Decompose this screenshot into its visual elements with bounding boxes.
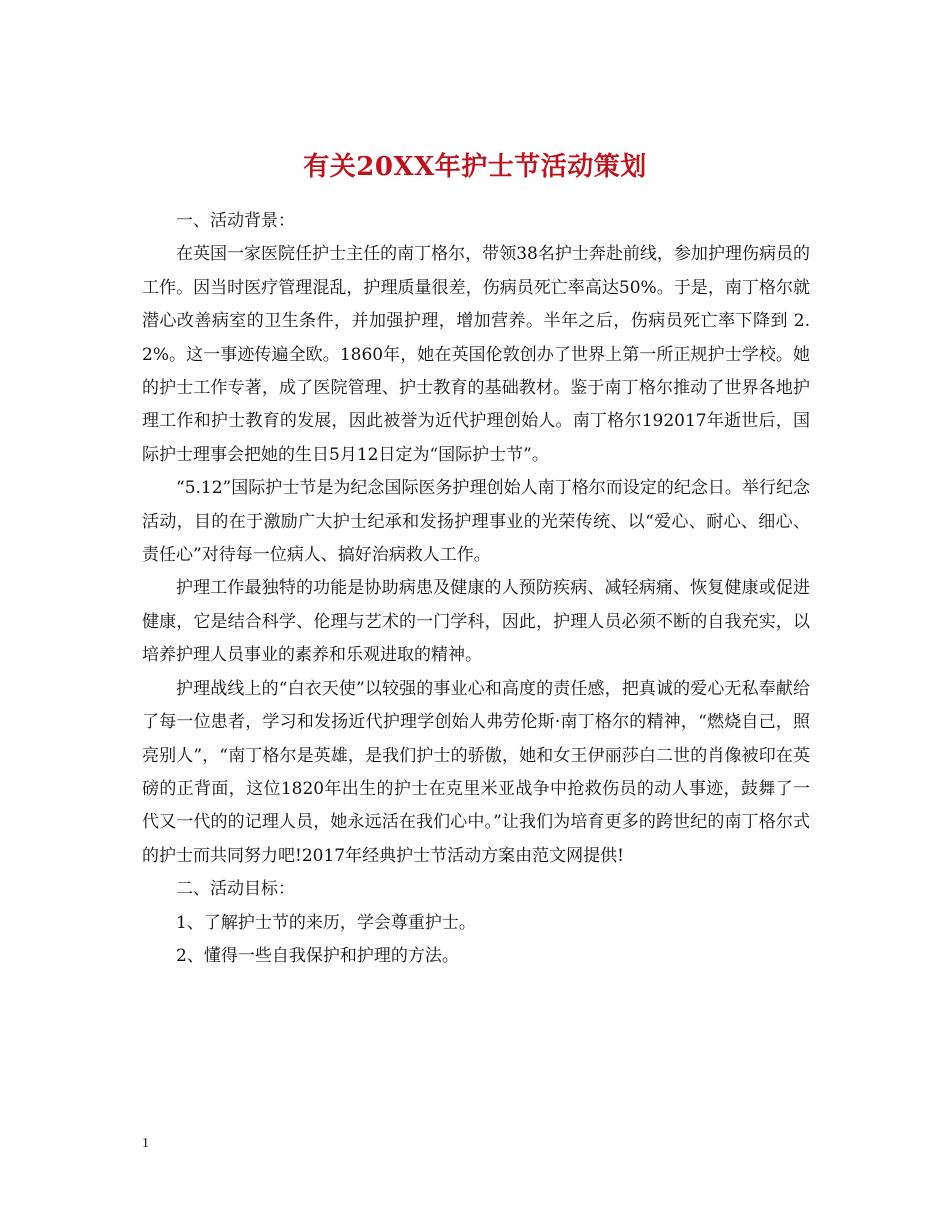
- page-number: 1: [142, 1136, 149, 1151]
- section-heading-goals: 二、活动目标：: [176, 879, 295, 900]
- goal-item-1: 1、了解护士节的来历，学会尊重护士。: [176, 912, 476, 933]
- paragraph-white-angels: 护理战线上的“白衣天使”以较强的事业心和高度的责任感，把真诚的爱心无私奉献给了每一位患者，学习和发扬近代护理学创始人弗劳伦斯·南丁格尔的精神，“燃烧自己，照亮别人”，“南丁格尔是英雄，是我们护士的骄傲，她和女王伊丽莎白二世的肖像被印在英磅的正背面，这位1820年出生的护士在克里米亚战争中抢救伤员的动人事迹，鼓舞了一代又一代的的记理人员，她永远活在我们心中。”让我们为培育更多的跨世纪的南丁格尔式的护士而共同努力吧!2017年经典护士节活动方案由范文网提供!: [142, 678, 810, 866]
- goal-item-2: 2、懂得一些自我保护和护理的方法。: [176, 945, 459, 966]
- section-heading-background: 一、活动背景：: [176, 211, 295, 231]
- document-title: 有关20XX年护士节活动策划: [303, 152, 647, 183]
- paragraph-nurses-day-purpose: “5.12”国际护士节是为纪念国际医务护理创始人南丁格尔而设定的纪念日。举行纪念活动，目的在于激励广大护士纪承和发扬护理事业的光荣传统、以“爱心、耐心、细心、责任心”对待每一位病人、搞好治病救人工作。: [142, 478, 810, 566]
- paragraph-nightingale-history: 在英国一家医院任护士主任的南丁格尔，带领38名护士奔赴前线，参加护理伤病员的工作。因当时医疗管理混乱，护理质量很差，伤病员死亡率高达50%。于是，南丁格尔就潜心改善病室的卫生条件，并加强护理，增加营养。半年之后，伤病员死亡率下降到 2.2%。这一事迹传遍全欧。1860年，她在英国伦敦创办了世界上第一所正规护士学校。她的护士工作专著，成了医院管理、护士教育的基础教材。鉴于南丁格尔推动了世界各地护理工作和护士教育的发展，因此被誉为近代护理创始人。南丁格尔192017年逝世后，国际护士理事会把她的生日5月12日定为“国际护士节”。: [142, 244, 810, 465]
- paragraph-nursing-function: 护理工作最独特的功能是协助病患及健康的人预防疾病、减轻病痛、恢复健康或促进健康，它是结合科学、伦理与艺术的一门学科，因此，护理人员必须不断的自我充实，以培养护理人员事业的素养和乐观进取的精神。: [142, 578, 810, 666]
- document-body: [142, 205, 810, 973]
